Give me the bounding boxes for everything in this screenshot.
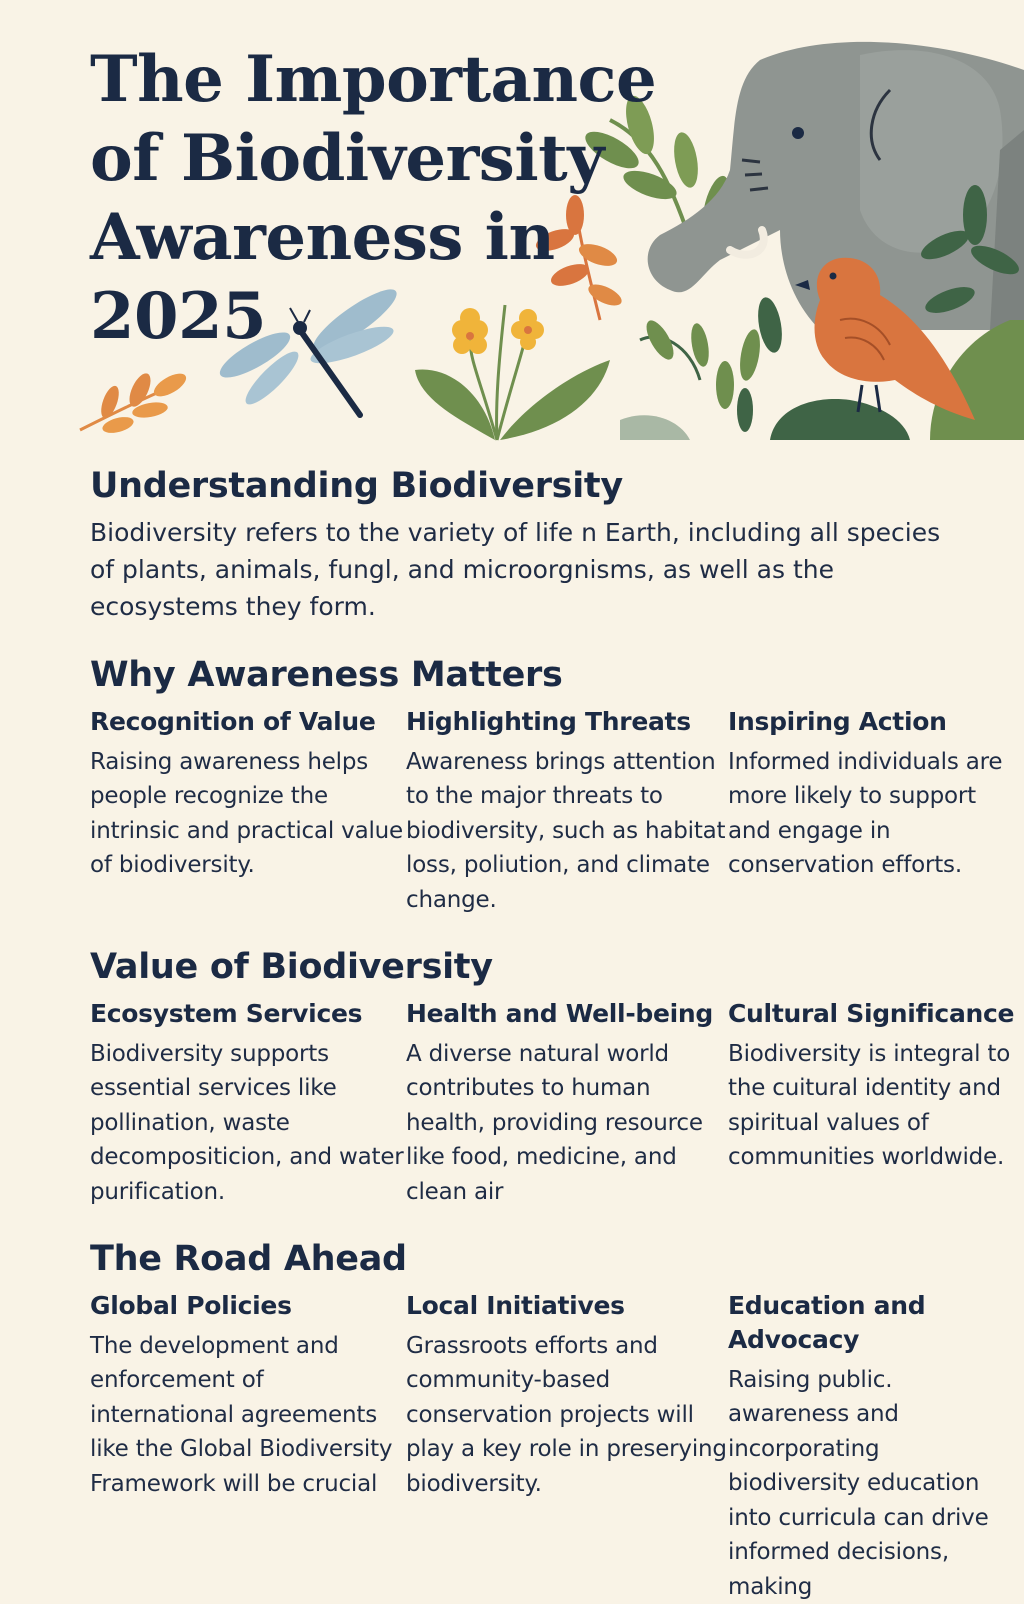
- column-group: [90, 705, 1010, 917]
- hero-illustration: [0, 0, 1024, 450]
- column-text: Informed individuals are more likely to support and engage in conservation efforts.: [728, 749, 1003, 879]
- column-card: [728, 997, 1018, 1209]
- column-text: Biodiversity is integral to the cuitural identity and spiritual values of communities worldwide.: [728, 1041, 1011, 1171]
- column-text: The development and enforcement of international agreements like the Global Biodiversity Framework will be crucial: [90, 1333, 393, 1497]
- column-text: Biodiversity supports essential services like pollination, waste decompositicion, and water purification.: [90, 1041, 404, 1205]
- leaf-icon: [80, 369, 190, 436]
- column-title: Education and Advocacy: [728, 1291, 926, 1355]
- section-heading: Why Awareness Matters: [90, 655, 563, 695]
- column-text: Raising public. awareness and incorporating biodiversity education into curricula can drive informed decisions, making: [728, 1367, 989, 1600]
- column-title: Ecosystem Services: [90, 999, 363, 1029]
- column-text: Awareness brings attention to the major threats to biodiversity, such as habitat loss, poliution, and climate change.: [406, 749, 726, 913]
- column-card: [90, 705, 406, 917]
- column-title: Local Initiatives: [406, 1291, 625, 1321]
- column-card: [406, 997, 728, 1209]
- main-content: [90, 462, 1015, 1604]
- column-title: Global Policies: [90, 1291, 292, 1321]
- section-why-awareness-matters: [90, 651, 1010, 917]
- page-title: The Importance of Biodiversity Awareness in 2025: [90, 42, 657, 354]
- column-text: A diverse natural world contributes to human health, providing resource like food, medicine, and clean air: [406, 1041, 703, 1205]
- column-card: [728, 705, 1018, 917]
- column-title: Health and Well-being: [406, 999, 714, 1029]
- column-card: [728, 1289, 1018, 1604]
- column-text: Raising awareness helps people recognize the intrinsic and practical value of biodiversity.: [90, 749, 403, 879]
- intro-section: [90, 462, 1010, 625]
- column-card: [406, 1289, 728, 1604]
- column-card: [90, 997, 406, 1209]
- section-heading: The Road Ahead: [90, 1239, 407, 1280]
- intro-text: Biodiversity refers to the variety of life n Earth, including all species of plants, animals, fungl, and microorgnisms, as well as the ecosystems they form.: [90, 518, 941, 621]
- column-group: [90, 997, 1015, 1209]
- column-title: Highlighting Threats: [406, 707, 691, 736]
- section-heading: Value of Biodiversity: [90, 947, 493, 988]
- section-heading: Understanding Biodiversity: [90, 466, 623, 506]
- column-text: Grassroots efforts and community-based conservation projects will play a key role in preserying biodiversity.: [406, 1333, 727, 1497]
- section-road-ahead: [90, 1235, 1010, 1604]
- column-group: [90, 1289, 1010, 1604]
- column-title: Recognition of Value: [90, 707, 376, 736]
- column-card: [406, 705, 728, 917]
- section-value-of-biodiversity: [90, 943, 1015, 1209]
- column-title: Cultural Significance: [728, 999, 1015, 1029]
- column-card: [90, 1289, 406, 1604]
- column-title: Inspiring Action: [728, 707, 947, 736]
